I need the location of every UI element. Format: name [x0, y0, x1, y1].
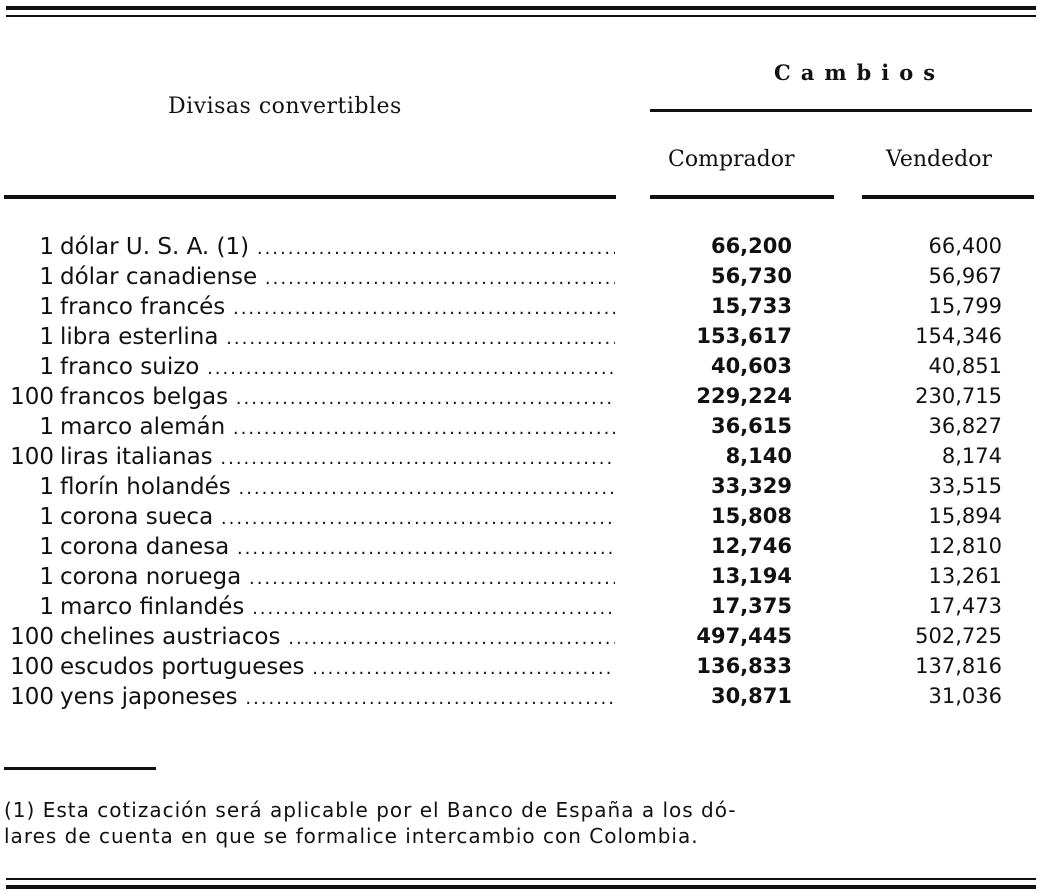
row-vendedor-value: 502,725	[915, 624, 1002, 648]
row-quantity: 1	[39, 354, 54, 380]
row-currency-name: liras italianas .....	[60, 444, 615, 470]
row-vendedor-value: 154,346	[915, 324, 1002, 348]
column-header-divisas: Divisas convertibles	[168, 94, 402, 119]
row-vendedor-value: 8,174	[941, 444, 1002, 468]
header-rule-left	[4, 195, 616, 199]
column-header-vendedor: Vendedor	[886, 147, 993, 172]
row-vendedor-value: 230,715	[915, 384, 1002, 408]
row-currency-name: florín holandés .....	[60, 474, 615, 500]
row-comprador-value: 56,730	[710, 264, 792, 288]
row-comprador-value: 153,617	[696, 324, 792, 348]
header-rule-vendedor	[862, 195, 1034, 199]
column-header-comprador: Comprador	[668, 147, 795, 172]
table-row	[0, 654, 1044, 684]
footnote-line-2: lares de cuenta en que se formalice intercambio con Colombia.	[4, 824, 699, 848]
row-comprador-value: 497,445	[696, 624, 792, 648]
cambios-underline	[650, 109, 1032, 112]
row-quantity: 1	[39, 324, 54, 350]
row-comprador-value: 8,140	[725, 444, 792, 468]
header-rule-comprador	[650, 195, 834, 199]
row-currency-name: marco alemán .....	[60, 414, 615, 440]
row-comprador-value: 15,733	[710, 294, 792, 318]
top-rule-thin	[6, 15, 1036, 17]
row-quantity: 1	[39, 594, 54, 620]
table-row	[0, 504, 1044, 534]
table-row	[0, 684, 1044, 714]
row-currency-name: escudos portugueses .....	[60, 654, 615, 680]
row-quantity: 100	[10, 624, 54, 650]
row-comprador-value: 33,329	[710, 474, 792, 498]
row-currency-name: corona noruega .....	[60, 564, 615, 590]
table-row	[0, 414, 1044, 444]
row-quantity: 100	[10, 684, 54, 710]
row-quantity: 1	[39, 504, 54, 530]
row-vendedor-value: 36,827	[928, 414, 1002, 438]
row-currency-name: corona danesa .....	[60, 534, 615, 560]
row-comprador-value: 36,615	[710, 414, 792, 438]
row-vendedor-value: 17,473	[928, 594, 1002, 618]
table-row	[0, 384, 1044, 414]
table-row	[0, 264, 1044, 294]
row-currency-name: francos belgas .....	[60, 384, 615, 410]
table-row	[0, 234, 1044, 264]
row-comprador-value: 40,603	[710, 354, 792, 378]
row-quantity: 1	[39, 234, 54, 260]
row-currency-name: libra esterlina .....	[60, 324, 615, 350]
row-comprador-value: 30,871	[710, 684, 792, 708]
row-vendedor-value: 40,851	[928, 354, 1002, 378]
row-comprador-value: 15,808	[710, 504, 792, 528]
row-currency-name: dólar U. S. A. (1) .....	[60, 234, 615, 260]
footnote-line-1: (1) Esta cotización será aplicable por el Banco de España a los dó-	[4, 798, 737, 822]
row-vendedor-value: 31,036	[928, 684, 1002, 708]
bottom-rule-thick	[6, 885, 1036, 889]
row-comprador-value: 66,200	[710, 234, 792, 258]
row-quantity: 1	[39, 294, 54, 320]
row-currency-name: yens japoneses .....	[60, 684, 615, 710]
table-row	[0, 534, 1044, 564]
row-currency-name: chelines austriacos .....	[60, 624, 615, 650]
table-row	[0, 624, 1044, 654]
row-currency-name: franco francés .....	[60, 294, 615, 320]
row-currency-name: franco suizo .....	[60, 354, 615, 380]
row-vendedor-value: 137,816	[915, 654, 1002, 678]
row-quantity: 1	[39, 534, 54, 560]
row-currency-name: corona sueca .....	[60, 504, 615, 530]
row-quantity: 100	[10, 444, 54, 470]
table-row	[0, 564, 1044, 594]
table-row	[0, 354, 1044, 384]
top-rule-thick	[6, 6, 1036, 10]
row-quantity: 1	[39, 414, 54, 440]
table-row	[0, 474, 1044, 504]
row-quantity: 1	[39, 474, 54, 500]
footnote	[4, 797, 1034, 849]
row-comprador-value: 12,746	[710, 534, 792, 558]
table-row	[0, 324, 1044, 354]
footnote-rule	[4, 767, 156, 770]
row-vendedor-value: 56,967	[928, 264, 1002, 288]
row-vendedor-value: 12,810	[928, 534, 1002, 558]
row-quantity: 100	[10, 384, 54, 410]
row-quantity: 1	[39, 264, 54, 290]
bottom-rule-thin	[6, 878, 1036, 880]
row-comprador-value: 13,194	[710, 564, 792, 588]
row-vendedor-value: 66,400	[928, 234, 1002, 258]
currency-table	[0, 234, 1044, 714]
table-row	[0, 594, 1044, 624]
row-currency-name: dólar canadiense .....	[60, 264, 615, 290]
row-vendedor-value: 13,261	[928, 564, 1002, 588]
row-comprador-value: 229,224	[696, 384, 792, 408]
row-comprador-value: 136,833	[696, 654, 792, 678]
row-quantity: 100	[10, 654, 54, 680]
row-vendedor-value: 33,515	[928, 474, 1002, 498]
row-currency-name: marco finlandés .....	[60, 594, 615, 620]
row-quantity: 1	[39, 564, 54, 590]
row-vendedor-value: 15,799	[928, 294, 1002, 318]
column-header-cambios: Cambios	[774, 60, 946, 85]
table-row	[0, 444, 1044, 474]
table-row	[0, 294, 1044, 324]
row-vendedor-value: 15,894	[928, 504, 1002, 528]
row-comprador-value: 17,375	[710, 594, 792, 618]
